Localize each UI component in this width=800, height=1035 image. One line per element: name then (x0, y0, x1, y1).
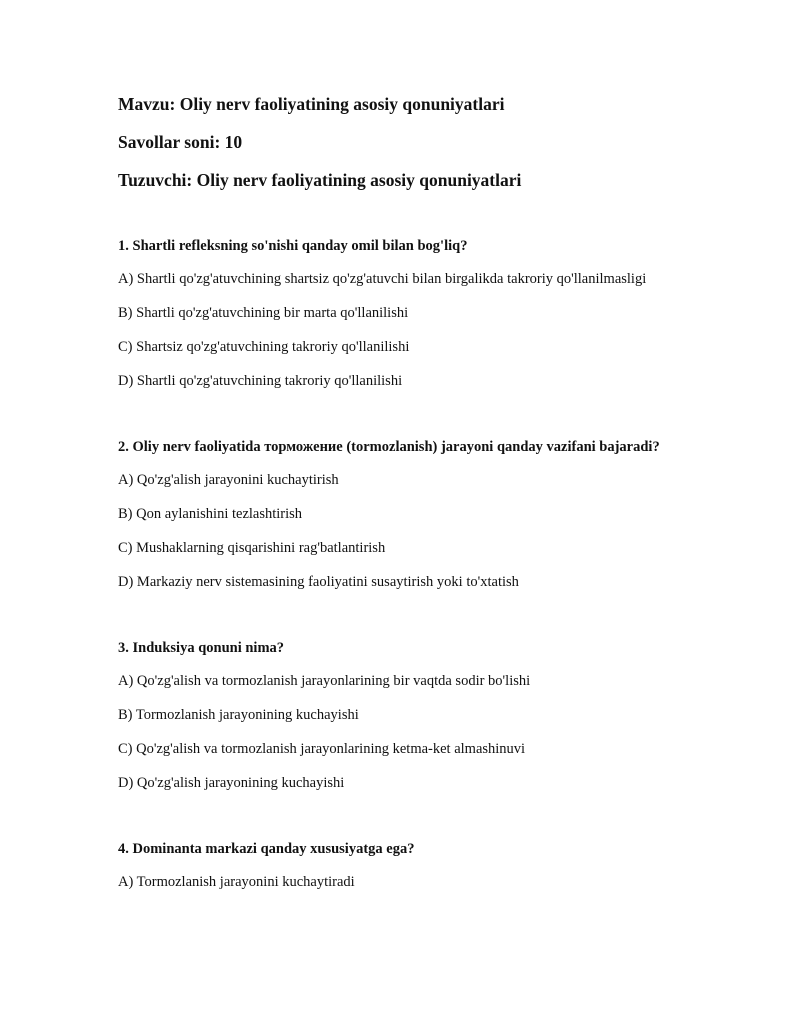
option-a: A) Qo'zg'alish va tormozlanish jarayonlarining bir vaqtda sodir bo'lishi (118, 673, 531, 689)
author-heading: Tuzuvchi: Oliy nerv faoliyatining asosiy qonuniyatlari (118, 170, 522, 190)
question-2 (118, 437, 678, 593)
option-a: A) Shartli qo'zg'atuvchining shartsiz qo'zg'atuvchi bilan birgalikda takroriy qo'llanilmasligi (118, 271, 647, 287)
option-b: B) Shartli qo'zg'atuvchining bir marta qo'llanilishi (118, 305, 409, 321)
option-d: D) Markaziy nerv sistemasining faoliyatini susaytirish yoki to'xtatish (118, 574, 519, 590)
option-c: C) Mushaklarning qisqarishini rag'batlantirish (118, 540, 386, 556)
option-c: C) Shartsiz qo'zg'atuvchining takroriy qo'llanilishi (118, 339, 410, 355)
question-text: 1. Shartli refleksning so'nishi qanday omil bilan bog'liq? (118, 238, 468, 254)
option-b: B) Tormozlanish jarayonining kuchayishi (118, 707, 359, 723)
question-3 (118, 638, 678, 794)
question-count-heading: Savollar soni: 10 (118, 132, 243, 152)
option-c: C) Qo'zg'alish va tormozlanish jarayonlarining ketma-ket almashinuvi (118, 741, 526, 757)
question-text: 2. Oliy nerv faoliyatida торможение (tormozlanish) jarayoni qanday vazifani bajaradi? (118, 439, 660, 455)
option-a: A) Qo'zg'alish jarayonini kuchaytirish (118, 472, 339, 488)
question-1 (118, 236, 678, 392)
option-d: D) Shartli qo'zg'atuvchining takroriy qo'llanilishi (118, 373, 403, 389)
question-text: 3. Induksiya qonuni nima? (118, 640, 285, 656)
question-text: 4. Dominanta markazi qanday xususiyatga ega? (118, 841, 415, 857)
question-list (118, 236, 678, 893)
option-d: D) Qo'zg'alish jarayonining kuchayishi (118, 775, 345, 791)
question-4 (118, 839, 678, 893)
option-a: A) Tormozlanish jarayonini kuchaytiradi (118, 874, 355, 890)
option-b: B) Qon aylanishini tezlashtirish (118, 506, 303, 522)
document-page (118, 92, 678, 938)
topic-heading: Mavzu: Oliy nerv faoliyatining asosiy qonuniyatlari (118, 94, 505, 114)
